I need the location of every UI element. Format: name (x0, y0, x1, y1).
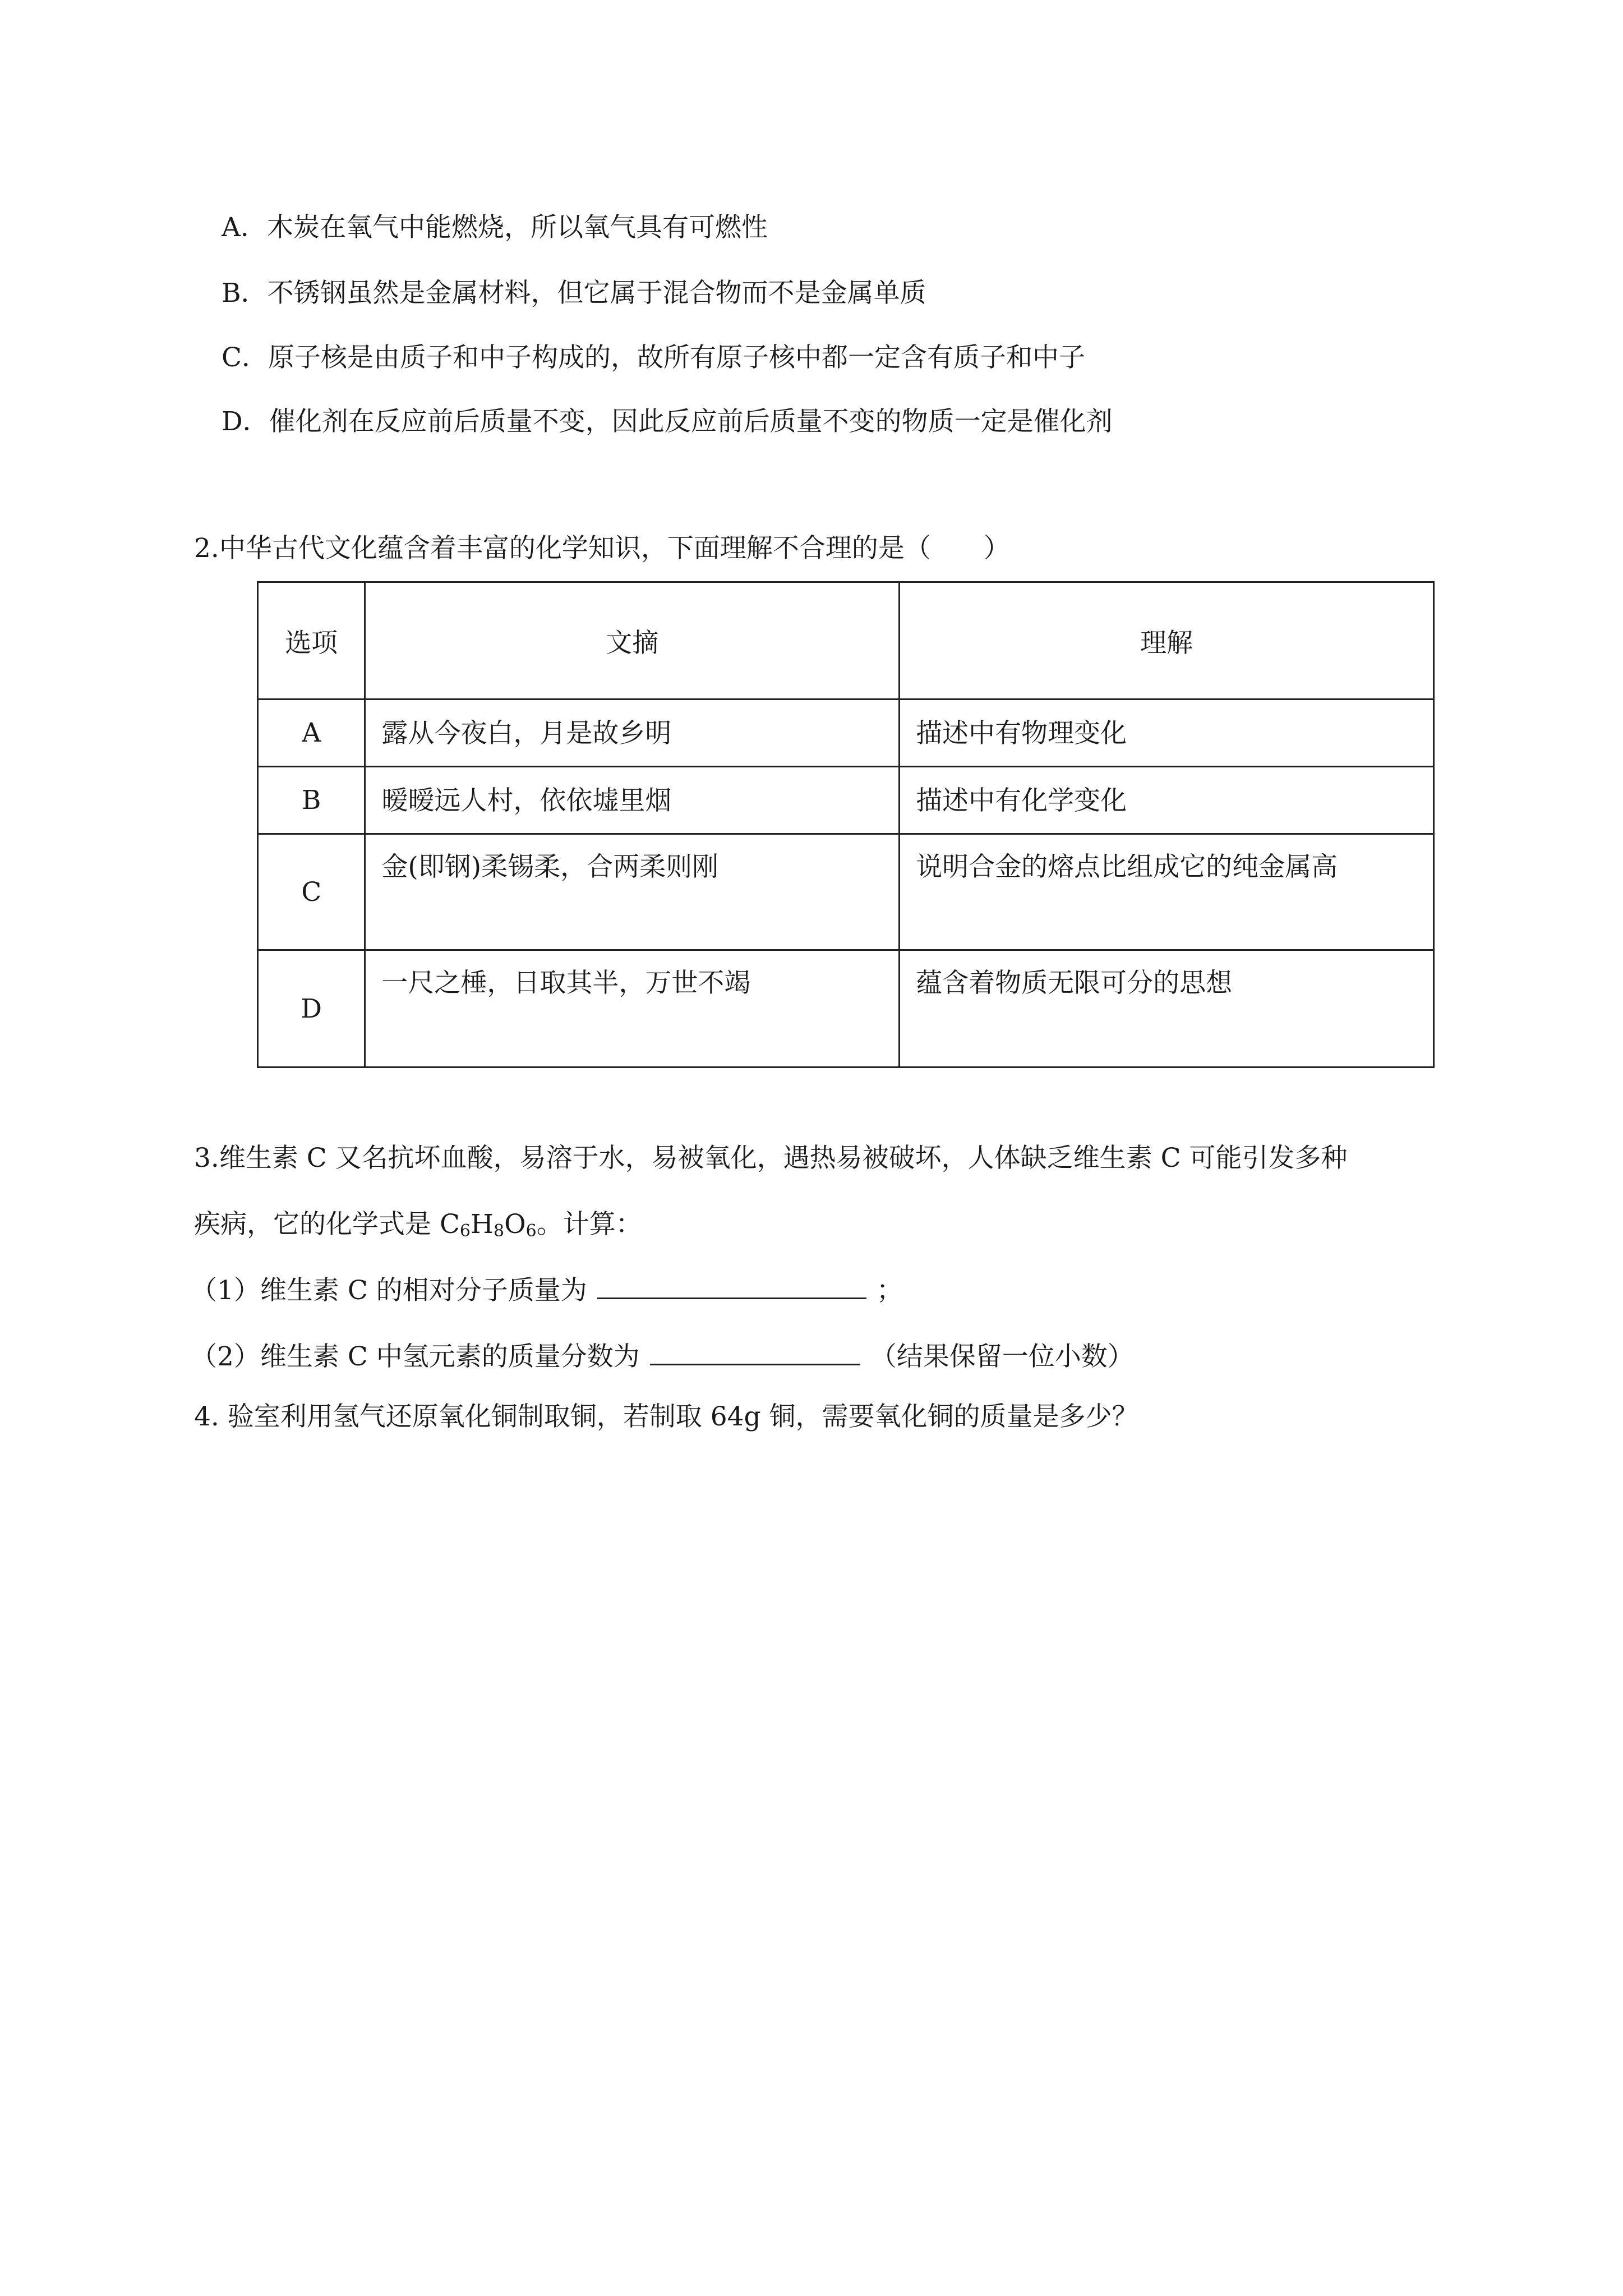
row-understanding: 说明合金的熔点比组成它的纯金属高 (900, 834, 1434, 950)
table-row (258, 700, 1434, 767)
formula-subscript: 6 (459, 1221, 471, 1241)
table-header-row (258, 582, 1434, 700)
table-row (258, 950, 1434, 1068)
answer-blank-1[interactable] (597, 1272, 866, 1299)
q1-option-b: B．不锈钢虽然是金属材料，但它属于混合物而不是金属单质 (222, 278, 926, 309)
formula-subscript: 8 (494, 1221, 505, 1241)
row-excerpt: 露从今夜白，月是故乡明 (365, 700, 900, 767)
formula-subscript: 6 (525, 1221, 537, 1241)
row-excerpt: 暧暧远人村，依依墟里烟 (365, 767, 900, 834)
row-excerpt: 金(即钢)柔锡柔，合两柔则刚 (365, 834, 900, 950)
row-excerpt: 一尺之棰，日取其半，万世不竭 (365, 950, 900, 1068)
row-key: A (258, 700, 365, 767)
q3-stem-line1: 3.维生素 C 又名抗坏血酸，易溶于水，易被氧化，遇热易被破坏，人体缺乏维生素 C 可能引发多种 (194, 1143, 1348, 1174)
q1-option-d: D．催化剂在反应前后质量不变，因此反应前后质量不变的物质一定是催化剂 (222, 406, 1113, 437)
q2-table (257, 581, 1435, 1068)
q3-part2: （2）维生素 C 中氢元素的质量分数为 （结果保留一位小数） (191, 1338, 1134, 1374)
q3-part1: （1）维生素 C 的相对分子质量为 ； (191, 1272, 903, 1308)
row-understanding: 描述中有物理变化 (900, 700, 1434, 767)
answer-blank-2[interactable] (650, 1338, 860, 1365)
row-understanding: 描述中有化学变化 (900, 767, 1434, 834)
table-row (258, 767, 1434, 834)
row-key: D (258, 950, 365, 1068)
q1-option-a: A．木炭在氧气中能燃烧，所以氧气具有可燃性 (222, 212, 768, 243)
row-understanding: 蕴含着物质无限可分的思想 (900, 950, 1434, 1068)
row-key: B (258, 767, 365, 834)
q1-option-c: C．原子核是由质子和中子构成的，故所有原子核中都一定含有质子和中子 (222, 342, 1085, 373)
table-row (258, 834, 1434, 950)
q4-stem: 4. 验室利用氢气还原氧化铜制取铜，若制取 64g 铜，需要氧化铜的质量是多少？ (194, 1401, 1138, 1432)
q2-stem: 2.中华古代文化蕴含着丰富的化学知识，下面理解不合理的是（ ） (194, 533, 1010, 564)
header-option: 选项 (258, 582, 365, 700)
q3-stem-line2: 疾病，它的化学式是 $C_6H_8O_6$。计算： (194, 1209, 642, 1241)
header-excerpt: 文摘 (365, 582, 900, 700)
header-understanding: 理解 (900, 582, 1434, 700)
row-key: C (258, 834, 365, 950)
